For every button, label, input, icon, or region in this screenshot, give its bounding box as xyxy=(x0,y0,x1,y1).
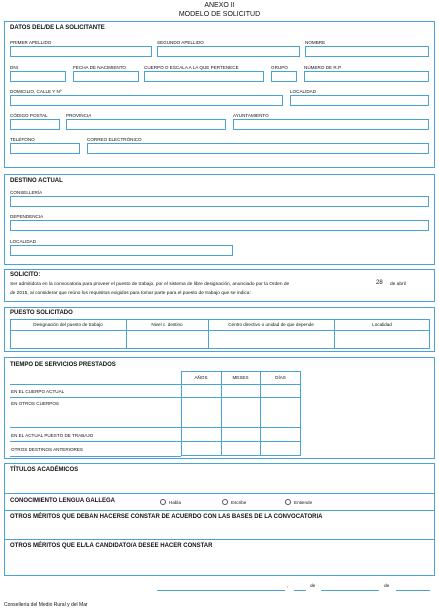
second-surname-label: SEGUNDO APELLIDO xyxy=(157,40,204,45)
col-months: MESES xyxy=(232,375,249,380)
col-position-designation: Designación del puesto de trabajo xyxy=(33,322,103,327)
service-row-previous-posts: OTROS DESTINOS ANTERIORES xyxy=(11,447,83,452)
col-destination-level: Nivel c. destino xyxy=(151,322,183,327)
current-locality-label: LOCALIDAD xyxy=(10,239,37,244)
destination-level-cell[interactable] xyxy=(127,331,207,348)
postal-code-label: CÓDIGO POSTAL xyxy=(10,113,48,118)
group-field[interactable] xyxy=(271,71,297,82)
municipality-label: AYUNTAMIENTO xyxy=(233,113,269,118)
date-de-2: de xyxy=(384,584,390,589)
phone-label: TELÉFONO xyxy=(10,137,35,142)
rp-number-field[interactable] xyxy=(304,71,429,82)
col-years: AÑOS xyxy=(194,375,208,380)
col-days: DÍAS xyxy=(275,375,286,380)
rp-number-label: NÚMERO DE R.P. xyxy=(304,65,342,70)
place-line[interactable] xyxy=(157,590,285,591)
second-surname-field[interactable] xyxy=(157,46,300,57)
month-line[interactable] xyxy=(321,590,379,591)
address-field[interactable] xyxy=(10,95,283,106)
birth-date-label: FECHA DE NACIMIENTO xyxy=(73,65,127,70)
department-label: CONSELLERÍA xyxy=(10,190,43,195)
year-line[interactable] xyxy=(396,590,430,591)
request-text-line2: de 2015, al considerar que reúno los requisitos exigidos para tomar parte para el puesto de trabajo que se indica: xyxy=(10,291,251,296)
request-text-line1: Ser admitido/a en la convocatoria para proveer el puesto de trabajo, por el sistema de libre designación, anunciado por la Orden de xyxy=(10,282,290,287)
birth-date-field[interactable] xyxy=(73,71,139,82)
unit-label: DEPENDENCIA xyxy=(10,214,44,219)
service-row-other-bodies: EN OTROS CUERPOS xyxy=(11,401,59,406)
locality-label: LOCALIDAD xyxy=(290,89,317,94)
body-scale-label: CUERPO O ESCALA A LA QUE PERTENECE xyxy=(144,65,239,70)
position-title: PUESTO SOLICITADO xyxy=(10,310,73,316)
order-day: 28 xyxy=(376,280,383,286)
request-text-line1-end: de abril xyxy=(390,282,406,287)
municipality-field[interactable] xyxy=(233,119,429,130)
applicant-section-title: DATOS DEL/DE LA SOLICITANTE xyxy=(10,25,105,31)
speaks-label: Habla xyxy=(169,500,182,505)
col-position-locality: Localidad xyxy=(372,322,392,327)
understands-label: Entiende xyxy=(294,500,313,505)
academic-title: TÍTULOS ACADÉMICOS xyxy=(10,467,79,473)
current-post-title: DESTINO ACTUAL xyxy=(10,178,63,184)
department-field[interactable] xyxy=(10,196,429,207)
province-label: PROVINCIA xyxy=(66,113,92,118)
directive-center-cell[interactable] xyxy=(209,331,333,348)
day-line[interactable] xyxy=(294,590,306,591)
unit-field[interactable] xyxy=(10,220,429,231)
current-locality-field[interactable] xyxy=(10,245,233,256)
understands-radio[interactable] xyxy=(285,499,291,505)
position-designation-cell[interactable] xyxy=(11,331,125,348)
dni-label: DNI xyxy=(10,65,18,70)
first-surname-field[interactable] xyxy=(10,46,152,57)
first-surname-label: PRIMER APELLIDO xyxy=(10,40,52,45)
name-field[interactable] xyxy=(305,46,429,57)
form-title: MODELO DE SOLICITUD xyxy=(178,11,261,18)
locality-field[interactable] xyxy=(290,95,429,106)
dni-field[interactable] xyxy=(10,71,66,82)
service-title: TIEMPO DE SERVICIOS PRESTADOS xyxy=(10,362,116,368)
email-label: CORREO ELECTRÓNICO xyxy=(87,137,142,142)
writes-label: Escribe xyxy=(231,500,247,505)
speaks-radio[interactable] xyxy=(160,499,166,505)
address-label: DOMICILIO, CALLE Y Nº xyxy=(10,89,62,94)
group-label: GRUPO xyxy=(271,65,288,70)
date-comma: , xyxy=(287,584,289,589)
name-label: NOMBRE xyxy=(305,40,326,45)
position-locality-cell[interactable] xyxy=(335,331,429,348)
body-scale-field[interactable] xyxy=(144,71,264,82)
request-title: SOLICITO: xyxy=(10,272,41,278)
annex-label: ANEXO II xyxy=(204,2,235,9)
bases-merits-title: OTROS MÉRITOS QUE DEBAN HACERSE CONSTAR DE ACUERDO CON LAS BASES DE LA CONVOCATORIA xyxy=(10,514,323,520)
candidate-merits-title: OTROS MÉRITOS QUE EL/LA CANDIDATO/A DESEE HACER CONSTAR xyxy=(10,543,213,549)
date-de-1: de xyxy=(310,584,316,589)
phone-field[interactable] xyxy=(10,143,80,154)
writes-radio[interactable] xyxy=(222,499,228,505)
province-field[interactable] xyxy=(66,119,226,130)
service-row-current-body: EN EL CUERPO ACTUAL xyxy=(11,389,65,394)
galician-title: CONOCIMIENTO LENGUA GALLEGA xyxy=(10,498,115,504)
signature-text: Consellería del Medio Rural y del Mar xyxy=(4,602,88,608)
postal-code-field[interactable] xyxy=(10,119,60,130)
email-field[interactable] xyxy=(87,143,429,154)
col-directive-center: Centro directivo o unidad de que depende xyxy=(228,322,314,327)
service-row-current-post: EN EL ACTUAL PUESTO DE TRABAJO xyxy=(11,433,94,438)
